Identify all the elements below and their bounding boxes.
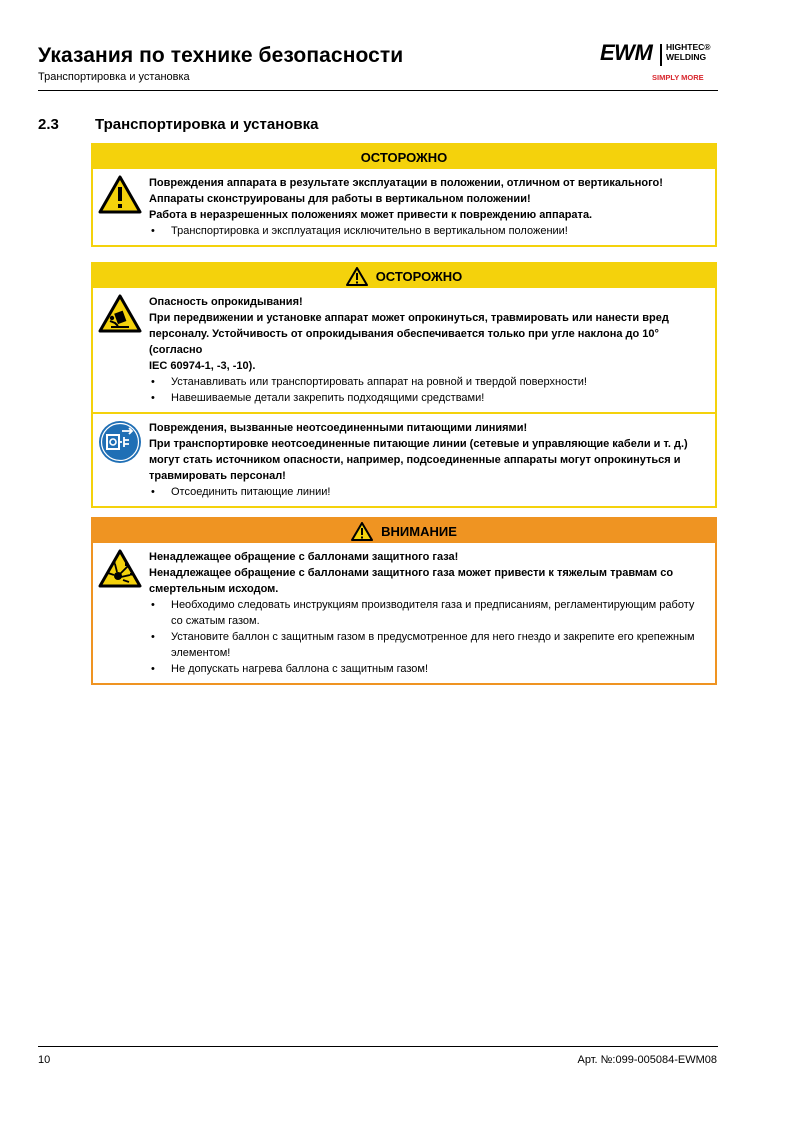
tipping-hazard-icon — [93, 288, 147, 412]
page-number: 10 — [38, 1054, 51, 1066]
caution-box-tipping — [91, 262, 717, 508]
footer-divider — [38, 1046, 718, 1047]
logo-tagline — [666, 42, 711, 62]
logo-line2: WELDING — [666, 52, 707, 62]
article-number: Арт. №:099-005084-EWM08 — [577, 1054, 717, 1066]
instruction-item: • Транспортировка и эксплуатация исключительно в вертикальном положении! — [149, 223, 707, 239]
warning-line: Повреждения аппарата в результате эксплуатации в положении, отличном от вертикального! — [149, 177, 663, 189]
warning-line: Ненадлежащее обращение с баллонами защитного газа! — [149, 551, 459, 563]
section-title: Транспортировка и установка — [95, 116, 319, 133]
caution-heading-text: ОСТОРОЖНО — [375, 268, 463, 284]
instruction-item: • Навешиваемые детали закрепить подходящими средствами! — [149, 390, 707, 406]
warning-triangle-icon — [346, 267, 368, 286]
ewm-logo — [600, 38, 720, 84]
warning-line: При передвижении и установке аппарат может опрокинуться, травмировать или нанести вред персоналу. Устойчивость от опрокидывания обеспечивается только при угле наклона до 10° (согласно — [149, 312, 669, 356]
instruction-item: • Необходимо следовать инструкциям производителя газа и предписаниям, регламентирующим работу со сжатым газом. — [149, 597, 707, 629]
logo-separator — [660, 44, 662, 66]
page-title: Указания по технике безопасности — [38, 44, 404, 67]
warning-line: При транспортировке неотсоединенные питающие линии (сетевые и управляющие кабели и т. д.) могут стать источником опасности, например, подсоединенные аппараты могут опрокинуться и травмировать персонал! — [149, 438, 688, 482]
instruction-item: • Устанавливать или транспортировать аппарат на ровной и твердой поверхности! — [149, 374, 707, 390]
warning-line: Опасность опрокидывания! — [149, 296, 303, 308]
caution-heading — [93, 264, 715, 288]
caution-text — [147, 169, 715, 245]
logo-line1: HIGHTEC® — [666, 42, 711, 52]
tipping-row — [93, 288, 715, 412]
disconnect-text — [147, 414, 715, 506]
tipping-text — [147, 288, 715, 412]
warning-heading — [93, 519, 715, 543]
warning-heading-text: ВНИМАНИЕ — [381, 523, 457, 539]
instruction-item: • Установите баллон с защитным газом в предусмотренное для него гнездо и закрепите его крепежным элементом! — [149, 629, 707, 661]
explosion-hazard-icon — [93, 543, 147, 683]
warning-triangle-icon — [351, 522, 373, 541]
caution-heading — [93, 145, 715, 169]
section-number: 2.3 — [38, 116, 59, 133]
caution-heading-text: ОСТОРОЖНО — [360, 149, 448, 165]
general-warning-icon — [93, 169, 147, 245]
disconnect-row — [93, 412, 715, 506]
warning-line: Аппараты сконструированы для работы в вертикальном положении! — [149, 193, 531, 205]
logo-slogan: SIMPLY MORE — [652, 73, 704, 82]
gas-cylinder-row — [93, 543, 715, 683]
warning-line: Ненадлежащее обращение с баллонами защитного газа может привести к тяжелым травмам со смертельным исходом. — [149, 567, 674, 595]
caution-box-vertical — [91, 143, 717, 247]
disconnect-plug-icon — [93, 414, 147, 506]
warning-line: Работа в неразрешенных положениях может привести к повреждению аппарата. — [149, 209, 593, 221]
logo-brand: EWM — [600, 40, 653, 65]
warning-line: IEC 60974-1, -3, -10). — [149, 360, 256, 372]
caution-row — [93, 169, 715, 245]
instruction-item: • Отсоединить питающие линии! — [149, 484, 707, 500]
header-divider — [38, 90, 718, 91]
page-subtitle: Транспортировка и установка — [38, 71, 190, 83]
warning-line: Повреждения, вызванные неотсоединенными питающими линиями! — [149, 422, 528, 434]
warning-box-gas-cylinders — [91, 517, 717, 685]
instruction-item: • Не допускать нагрева баллона с защитным газом! — [149, 661, 707, 677]
gas-cylinder-text — [147, 543, 715, 683]
